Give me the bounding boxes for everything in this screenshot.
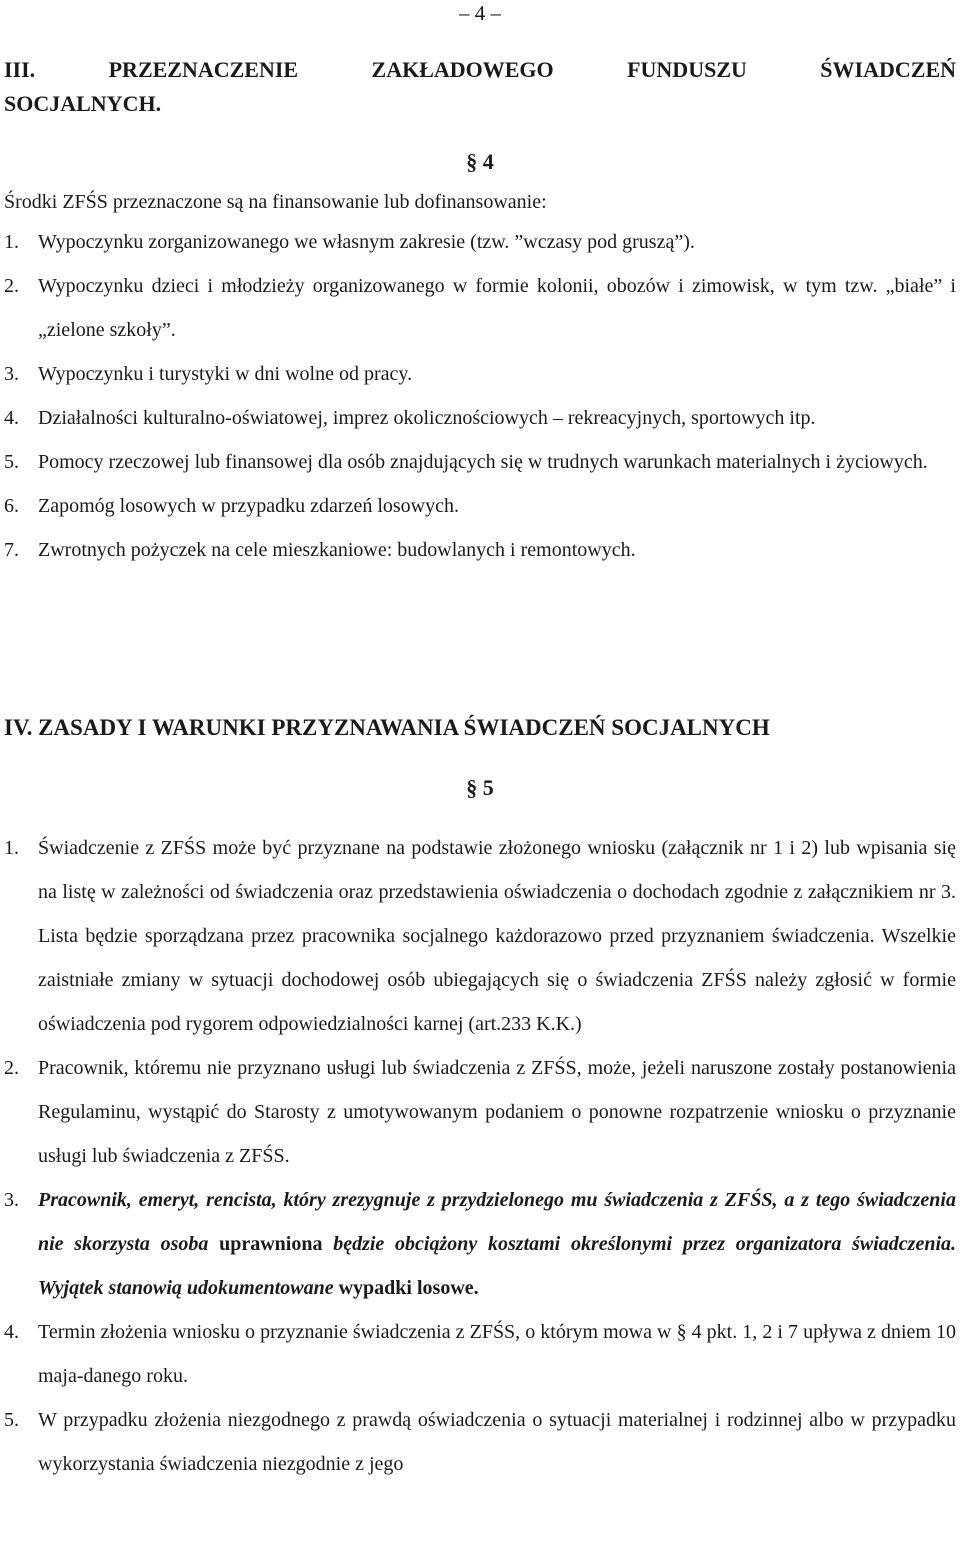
- list-item: 2. Wypoczynku dzieci i młodzieży organizowanego w formie kolonii, obozów i zimowisk, w tym tzw. „białe” i „zielone szkoły”.: [4, 275, 956, 341]
- section-3-intro: Środki ZFŚS przeznaczone są na finansowanie lub dofinansowanie:: [4, 191, 547, 213]
- list-item: 3. Wypoczynku i turystyki w dni wolne od pracy.: [4, 363, 413, 385]
- paragraph-4-mark: [0, 148, 960, 176]
- paragraph-5-mark-text: § 5: [466, 775, 494, 800]
- list-item: 4. Termin złożenia wniosku o przyznanie świadczenia z ZFŚS, o którym mowa w § 4 pkt. 1, 2 i 7 upływa z dniem 10 maja-danego roku.: [4, 1321, 956, 1387]
- section-4-title: IV. ZASADY I WARUNKI PRZYZNAWANIA ŚWIADCZEŃ SOCJALNYCH: [4, 715, 770, 740]
- list-item: 7. Zwrotnych pożyczek na cele mieszkaniowe: budowlanych i remontowych.: [4, 539, 636, 561]
- list-item: 4. Działalności kulturalno-oświatowej, imprez okolicznościowych – rekreacyjnych, sportowych itp.: [4, 407, 816, 429]
- list-item: 6. Zapomóg losowych w przypadku zdarzeń losowych.: [4, 495, 459, 517]
- paragraph-4-mark-text: § 4: [466, 149, 494, 174]
- list-item: 3. Pracownik, emeryt, rencista, który zrezygnuje z przydzielonego mu świadczenia z ZFŚS, a z tego świadczenia nie skorzysta osoba uprawniona będzie obciążony kosztami określonymi przez organizatora świadczenia. Wyjątek stanowią udokumentowane wypadki losowe.: [4, 1189, 956, 1299]
- list-item: 1. Wypoczynku zorganizowanego we własnym zakresie (tzw. ”wczasy pod gruszą”).: [4, 231, 695, 253]
- list-item: 2. Pracownik, któremu nie przyznano usługi lub świadczenia z ZFŚS, może, jeżeli naruszone zostały postanowienia Regulaminu, wystąpić do Starosty z umotywowanym podaniem o ponowne rozpatrzenie wniosku o przyznanie usługi lub świadczenia z ZFŚS.: [4, 1057, 956, 1167]
- list-item: 5. Pomocy rzeczowej lub finansowej dla osób znajdujących się w trudnych warunkach materialnych i życiowych.: [4, 451, 928, 473]
- section-3-list: [4, 220, 956, 572]
- list-item: 1. Świadczenie z ZFŚS może być przyznane na podstawie złożonego wniosku (załącznik nr 1 i 2) lub wpisania się na listę w zależności od świadczenia oraz przedstawienia oświadczenia o dochodach zgodnie z załącznikiem nr 3. Lista będzie sporządzana przez pracownika socjalnego każdorazowo przed przyznaniem świadczenia. Wszelkie zaistniałe zmiany w sytuacji dochodowej osób ubiegających się o świadczenia ZFŚS należy zgłosić w formie oświadczenia pod rygorem odpowiedzialności karnej (art.233 K.K.): [4, 837, 956, 1035]
- section-3-title: III. PRZEZNACZENIE ZAKŁADOWEGO FUNDUSZU ŚWIADCZEŃ: [4, 57, 956, 82]
- section-3-title-continued: SOCJALNYCH.: [4, 91, 162, 116]
- page-number: – 4 –: [459, 1, 501, 25]
- list-item: 5. W przypadku złożenia niezgodnego z prawdą oświadczenia o sytuacji materialnej i rodzinnej albo w przypadku wykorzystania świadczenia niezgodnie z jego: [4, 1409, 956, 1475]
- paragraph-5-mark: [0, 774, 960, 802]
- section-4-list: [4, 826, 956, 1486]
